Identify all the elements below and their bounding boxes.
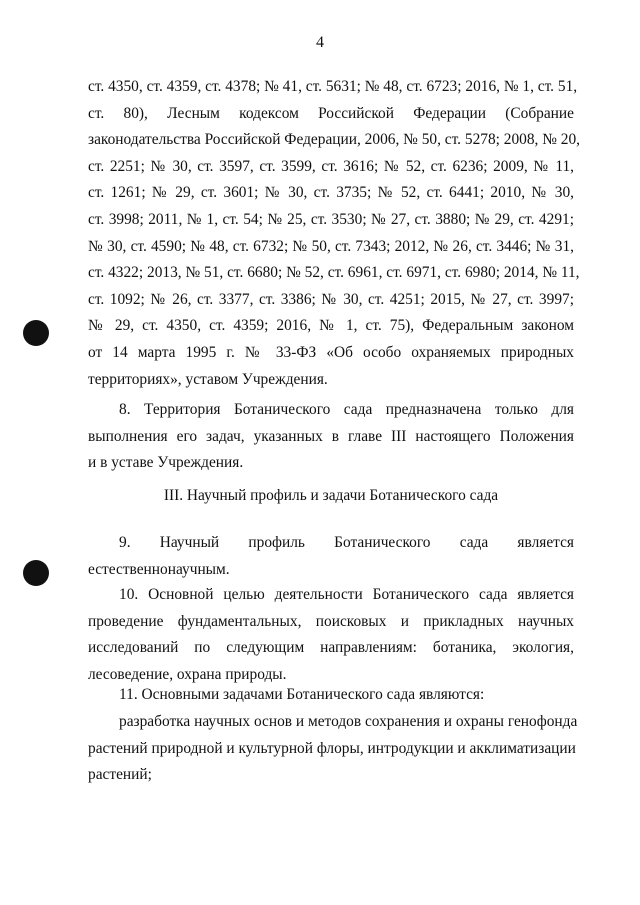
punch-hole-mark: [23, 320, 49, 346]
text-line: проведение фундаментальных, поисковых и прикладных научных: [88, 612, 574, 630]
text-line: ст. 80), Лесным кодексом Российской Федерации (Собрание: [88, 104, 574, 122]
text-line: от 14 марта 1995 г. № 33-ФЗ «Об особо охраняемых природных: [88, 343, 574, 361]
text-line: 11. Основными задачами Ботанического сада являются:: [119, 686, 485, 703]
paragraph-task-1: [88, 709, 578, 789]
punch-hole-mark: [23, 560, 49, 586]
text-line: естественнонаучным.: [88, 560, 230, 578]
text-line: растений;: [88, 766, 152, 784]
text-line: растений природной и культурной флоры, интродукции и акклиматизации: [88, 739, 576, 757]
paragraph-legal-references: [88, 74, 581, 393]
section-heading: III. Научный профиль и задачи Ботанического сада: [163, 487, 499, 504]
text-line: ст. 3998; 2011, № 1, ст. 54; № 25, ст. 3530; № 27, ст. 3880; № 29, ст. 4291;: [88, 210, 574, 228]
text-line: выполнения его задач, указанных в главе III настоящего Положения: [88, 427, 574, 445]
text-line: лесоведение, охрана природы.: [88, 665, 287, 683]
text-line: 8. Территория Ботанического сада предназначена только для: [119, 401, 574, 418]
page-number: 4: [316, 34, 324, 51]
text-line: территориях», уставом Учреждения.: [88, 370, 328, 388]
text-line: разработка научных основ и методов сохранения и охраны генофонда: [119, 713, 578, 730]
text-line: 9. Научный профиль Ботанического сада является: [119, 534, 574, 551]
paragraph-11: [88, 682, 574, 709]
text-line: ст. 4350, ст. 4359, ст. 4378; № 41, ст. 5631; № 48, ст. 6723; 2016, № 1, ст. 51,: [88, 78, 578, 95]
text-line: № 29, ст. 4350, ст. 4359; 2016, № 1, ст. 75), Федеральным законом: [88, 317, 574, 335]
text-line: исследований по следующим направлениям: ботаника, экология,: [88, 639, 574, 657]
text-line: ст. 1092; № 26, ст. 3377, ст. 3386; № 30, ст. 4251; 2015, № 27, ст. 3997;: [88, 290, 574, 308]
text-line: законодательства Российской Федерации, 2006, № 50, ст. 5278; 2008, № 20,: [88, 131, 581, 149]
paragraph-8: [88, 397, 574, 477]
paragraph-9: [88, 530, 574, 583]
text-line: № 30, ст. 4590; № 48, ст. 6732; № 50, ст. 7343; 2012, № 26, ст. 3446; № 31,: [88, 237, 574, 255]
text-line: ст. 1261; № 29, ст. 3601; № 30, ст. 3735; № 52, ст. 6441; 2010, № 30,: [88, 184, 574, 202]
text-line: и в уставе Учреждения.: [88, 454, 244, 472]
paragraph-10: [88, 582, 574, 688]
text-line: ст. 4322; 2013, № 51, ст. 6680; № 52, ст. 6961, ст. 6971, ст. 6980; 2014, № 11,: [88, 264, 580, 282]
text-line: 10. Основной целью деятельности Ботанического сада является: [119, 586, 574, 603]
text-line: ст. 2251; № 30, ст. 3597, ст. 3599, ст. 3616; № 52, ст. 6236; 2009, № 11,: [88, 157, 574, 175]
